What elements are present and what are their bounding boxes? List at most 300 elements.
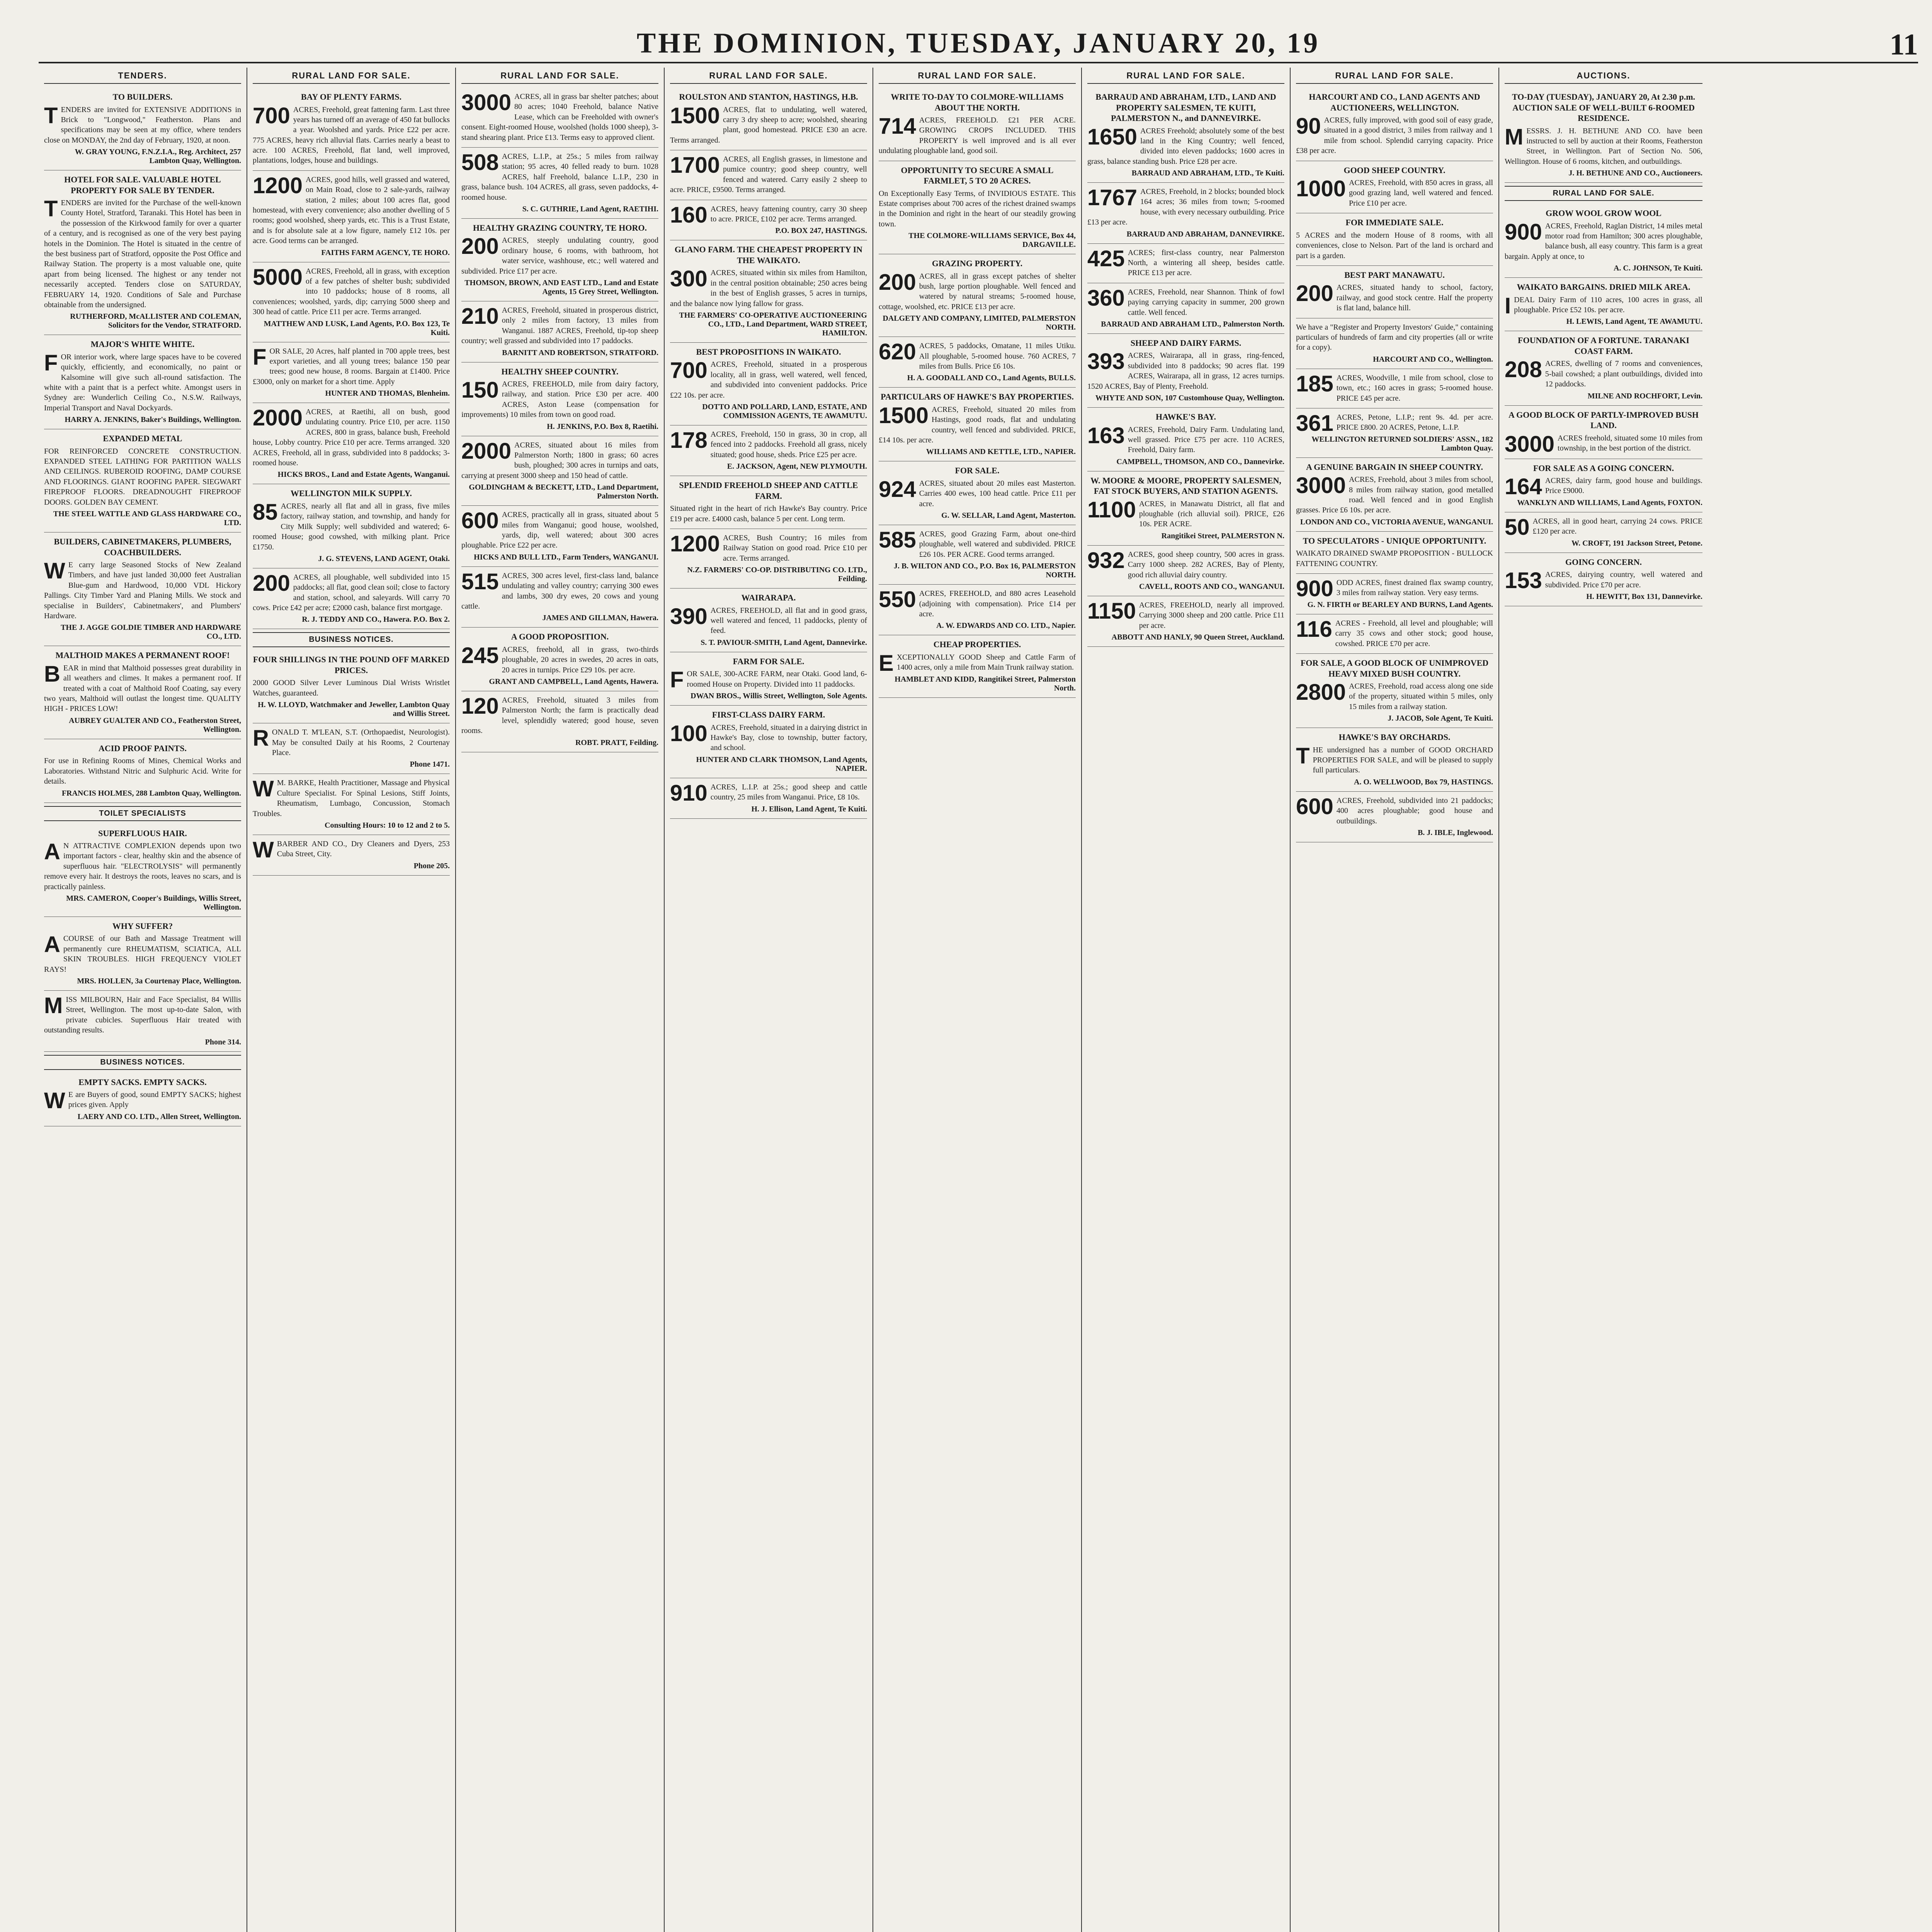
classified-ad xyxy=(1505,553,1702,606)
ad-body xyxy=(1087,248,1284,278)
classified-ad xyxy=(461,567,658,628)
ad-signature: THE FARMERS' CO-OPERATIVE AUCTIONEERING CO., LTD., Land Department, WARD STREET, HAMILTON. xyxy=(679,311,867,337)
classified-ad xyxy=(879,461,1076,525)
ad-body xyxy=(1087,187,1284,228)
page-column xyxy=(456,68,665,1932)
ad-signature: GOLDINGHAM & BECKETT, LTD., Land Department, Palmerston North. xyxy=(469,483,658,501)
ad-signature: HARRY A. JENKINS, Baker's Buildings, Wellington. xyxy=(65,415,241,424)
ad-lead-figure: 164 xyxy=(1505,474,1542,500)
ad-text: ACRES, all English grasses, in limestone and pumice country; good sheep country, well fenced and watered. Carry easily 2 sheep to acre. PRICE, £9500. Terms arranged. xyxy=(670,155,867,194)
ad-body xyxy=(670,429,867,460)
ad-title: BEST PROPOSITIONS IN WAIKATO. xyxy=(696,347,841,357)
ad-text: OR interior work, where large spaces have to be covered quickly, efficiently, and economically, no paint or Kalsomine will give such all-round satisfaction. The white with a paint that is a perfect white. Amongst users in Sydney are: Wunderlich Ceiling Co., N.S.W. Railways, Imperial Transport and Naval Dockyards. xyxy=(44,352,241,412)
ad-text: ACRES, 300 acres level, first-class land, balance undulating and valley country; carrying 300 ewes and lambs, 300 dry ewes, 20 cows and young cattle. xyxy=(461,571,658,611)
ad-text: For use in Refining Rooms of Mines, Chemical Works and Laboratories. Withstand Nitric and Sulphuric Acid. Write for details. xyxy=(44,757,241,786)
classified-ad xyxy=(670,588,867,652)
ad-lead-figure: 153 xyxy=(1505,568,1542,594)
classified-ad xyxy=(879,525,1076,585)
classified-ad xyxy=(253,342,450,403)
ad-text: ACRES, dairying country, well watered and subdivided. Price £70 per acre. xyxy=(1545,570,1702,589)
ad-text: ACRES, Woodville, 1 mile from school, close to town, etc.; 160 acres in grass; 5-roomed house. PRICE £45 per acre. xyxy=(1336,373,1493,403)
ad-text: ACRES, practically all in grass, situated about 5 miles from Wanganui; good house, woolshed, yards, dip, well watered; about 300 acres ploughable. Price £22 per acre. xyxy=(461,510,658,550)
ad-signature: JAMES AND GILLMAN, Hawera. xyxy=(542,614,658,622)
ad-title: HOTEL FOR SALE. VALUABLE HOTEL PROPERTY FOR SALE BY TENDER. xyxy=(64,175,221,195)
ad-lead-figure: F xyxy=(44,350,58,376)
classified-ad xyxy=(461,628,658,691)
classified-ad xyxy=(44,88,241,170)
ad-text: ACRES, Wairarapa, all in grass, ring-fenced, subdivided into 8 paddocks; 90 acres flat. 199 ACRES, Wairarapa, all in grass, 12 acres turnips. 1520 ACRES, Bay of Plenty, Freehold. xyxy=(1087,351,1284,391)
ad-title: BARRAUD AND ABRAHAM, LTD., LAND AND PROPERTY SALESMEN, TE KUITI, PALMERSTON N., and DANNEVIRKE. xyxy=(1095,92,1276,123)
classified-ad xyxy=(879,585,1076,635)
ad-signature: H. J. Ellison, Land Agent, Te Kuiti. xyxy=(751,804,867,813)
section-subheading: RURAL LAND FOR SALE. xyxy=(1505,186,1702,201)
ad-lead-figure: 178 xyxy=(670,428,707,453)
ad-text: ACRES, Freehold, situated in a dairying district in Hawke's Bay, close to township, butter factory, and school. xyxy=(710,723,867,752)
ad-body xyxy=(670,268,867,309)
ad-lead-figure: 3000 xyxy=(1505,431,1555,457)
ad-lead-figure: 390 xyxy=(670,604,707,629)
ad-lead-figure: 1100 xyxy=(1087,497,1136,522)
ad-title: FOR SALE AS A GOING CONCERN. xyxy=(1533,463,1674,473)
ad-signature: WANKLYN AND WILLIAMS, Land Agents, FOXTON. xyxy=(1517,498,1702,507)
ad-signature: H. HEWITT, Box 131, Dannevirke. xyxy=(1586,592,1702,601)
ad-body xyxy=(253,572,450,613)
ad-body xyxy=(253,678,450,698)
classified-ad xyxy=(670,240,867,343)
ad-text: 5 ACRES and the modern House of 8 rooms, with all conveniences, close to Nelson. Part of the land is orchard and part is a garden. xyxy=(1296,231,1493,260)
ad-signature: HARCOURT AND CO., Wellington. xyxy=(1373,355,1493,364)
ad-signature: ROBT. PRATT, Feilding. xyxy=(575,738,658,747)
ad-signature: FRANCIS HOLMES, 288 Lambton Quay, Wellington. xyxy=(61,789,241,798)
ad-text: N ATTRACTIVE COMPLEXION depends upon two important factors - clear, healthy skin and the absence of superfluous hair. "ELECTROLYSIS" will permanently remove every hair. It destroys the roots, leaves no scars, and is practically painless. xyxy=(44,842,241,891)
ad-signature: HUNTER AND THOMAS, Blenheim. xyxy=(325,389,450,398)
classified-ad xyxy=(44,646,241,739)
classified-ad xyxy=(1087,596,1284,647)
classified-ad xyxy=(879,254,1076,337)
ad-lead-figure: 210 xyxy=(461,303,499,329)
ad-body xyxy=(253,105,450,166)
ad-lead-figure: W xyxy=(253,837,274,862)
ad-lead-figure: 910 xyxy=(670,780,707,806)
ad-text: E carry large Seasoned Stocks of New Zealand Timbers, and have just landed 30,000 feet Australian Blue-gum and Hardwood, 10,000 VDL Hickory Pallings. City Timber Yard and Planing Mills. We stock and specialise in Builders', Cabinetmakers', and Plumbers' Hardware. xyxy=(44,561,241,620)
masthead-title: THE DOMINION, TUESDAY, JANUARY 20, 19 xyxy=(636,27,1320,59)
ad-lead-figure: F xyxy=(253,344,267,370)
ad-body xyxy=(461,645,658,675)
ad-signature: AUBREY GUALTER AND CO., Featherston Street, Wellington. xyxy=(69,716,241,734)
ad-lead-figure: 200 xyxy=(1296,281,1333,306)
ad-title: ROULSTON AND STANTON, HASTINGS, H.B. xyxy=(679,92,858,102)
classified-ad xyxy=(253,774,450,835)
ad-title: FARM FOR SALE. xyxy=(733,656,804,666)
ad-text: ACRES, dairy farm, good house and buildings. Price £9000. xyxy=(1545,476,1702,495)
ad-title: TO SPECULATORS - UNIQUE OPPORTUNITY. xyxy=(1303,536,1486,546)
ad-signature: H. JENKINS, P.O. Box 8, Raetihi. xyxy=(547,422,658,431)
ad-body xyxy=(670,105,867,146)
ad-lead-figure: 924 xyxy=(879,476,916,502)
ad-title: WRITE TO-DAY TO COLMORE-WILLIAMS ABOUT THE NORTH. xyxy=(891,92,1064,112)
ad-body xyxy=(44,1088,241,1114)
ad-text: ACRES, 5 paddocks, Omatane, 11 miles Utiku. All ploughable, 5-roomed house. 760 ACRES, 7 miles from Bulls. Price £6 10s. xyxy=(919,342,1076,371)
ad-body xyxy=(44,663,241,714)
ad-signature: J. JACOB, Sole Agent, Te Kuiti. xyxy=(1388,714,1493,723)
ad-signature: Phone 314. xyxy=(205,1037,241,1046)
ad-body xyxy=(1087,549,1284,580)
ad-lead-figure: 393 xyxy=(1087,349,1125,374)
ad-title: FOR IMMEDIATE SALE. xyxy=(1345,218,1444,228)
ad-text: ACRES, Freehold, with 850 acres in grass, all good grazing land, well watered and fenced. Price £10 per acre. xyxy=(1349,179,1493,207)
ad-signature: WHYTE AND SON, 107 Customhouse Quay, Wellington. xyxy=(1095,394,1284,403)
ad-text: ACRES, good Grazing Farm, about one-third ploughable, well watered and subdivided. PRICE £26 10s. PER ACRE. Good terms arranged. xyxy=(919,530,1076,559)
ad-lead-figure: 300 xyxy=(670,266,707,292)
ad-signature: S. T. PAVIOUR-SMITH, Land Agent, Dannevirke. xyxy=(701,638,867,647)
ad-text: ACRES, freehold, all in grass, two-thirds ploughable, 20 acres in swedes, 20 acres in oats, 20 acres in turnips. Price £29 10s. per acre. xyxy=(502,645,658,674)
ad-body xyxy=(44,446,241,507)
column-heading: RURAL LAND FOR SALE. xyxy=(879,68,1076,84)
ad-lead-figure: 200 xyxy=(879,269,916,295)
ad-signature: HUNTER AND CLARK THOMSON, Land Agents, NAPIER. xyxy=(696,755,867,773)
ad-signature: MRS. CAMERON, Cooper's Buildings, Willis Street, Wellington. xyxy=(66,894,241,912)
ad-lead-figure: 1700 xyxy=(670,153,720,178)
ad-signature: MRS. HOLLEN, 3a Courtenay Place, Wellington. xyxy=(77,977,241,986)
ad-signature: BARRAUD AND ABRAHAM LTD., Palmerston North. xyxy=(1101,320,1284,328)
ad-lead-figure: 1200 xyxy=(670,531,720,556)
classified-ad xyxy=(1296,408,1493,458)
ad-body xyxy=(879,529,1076,560)
ad-body xyxy=(879,115,1076,156)
classified-ad xyxy=(1087,244,1284,283)
ad-title: ACID PROOF PAINTS. xyxy=(99,743,187,753)
classified-ad xyxy=(44,532,241,646)
ad-text: 2000 GOOD Silver Lever Luminous Dial Wrists Wristlet Watches, guaranteed. xyxy=(253,679,450,697)
ad-lead-figure: T xyxy=(1296,743,1310,769)
ad-title: HEALTHY SHEEP COUNTRY. xyxy=(501,366,619,376)
ad-title: FOR SALE, A GOOD BLOCK OF UNIMPROVED HEAVY MIXED BUSH COUNTRY. xyxy=(1300,658,1489,679)
ad-lead-figure: 1500 xyxy=(670,103,720,128)
ad-body xyxy=(1296,576,1493,602)
ad-signature: B. J. IBLE, Inglewood. xyxy=(1417,828,1493,837)
classified-ad xyxy=(253,484,450,568)
ad-title: HEALTHY GRAZING COUNTRY, TE HORO. xyxy=(473,223,647,233)
ad-body xyxy=(1087,350,1284,391)
ad-lead-figure: 550 xyxy=(879,587,916,612)
ad-title: WELLINGTON MILK SUPPLY. xyxy=(291,488,412,498)
masthead xyxy=(39,27,1918,63)
ad-body xyxy=(44,105,241,146)
ad-body xyxy=(1296,681,1493,712)
ad-body xyxy=(461,235,658,276)
ad-lead-figure: E xyxy=(879,650,894,676)
ad-text: ACRES, Bush Country; 16 miles from Railway Station on good road. Price £10 per acre. Terms arranged. xyxy=(723,533,867,563)
ad-title: BAY OF PLENTY FARMS. xyxy=(301,92,402,102)
classified-ad xyxy=(1296,532,1493,574)
ad-body xyxy=(879,588,1076,619)
ad-body xyxy=(879,341,1076,371)
ad-lead-figure: 150 xyxy=(461,378,499,403)
ad-body xyxy=(44,560,241,621)
ad-signature: MATTHEW AND LUSK, Land Agents, P.O. Box 123, Te Kuiti. xyxy=(264,319,450,337)
ad-body xyxy=(670,503,867,524)
ad-lead-figure: R xyxy=(253,726,269,751)
ad-body xyxy=(1505,568,1702,594)
ad-text: ACRES, Freehold, all in grass, with exception of a few patches of shelter bush; subdivided into 10 paddocks; house of 8 rooms, all conveniences; woolshed, yards, dip; carrying 5000 sheep and 300 head of cattle. Price £11 per acre. Terms arranged. xyxy=(253,267,450,316)
classified-ad xyxy=(461,506,658,567)
ad-body xyxy=(1296,322,1493,353)
ad-lead-figure: 2000 xyxy=(253,405,303,431)
ad-lead-figure: 245 xyxy=(461,643,499,668)
ad-body xyxy=(1505,126,1702,167)
ad-body xyxy=(1505,293,1702,318)
ad-lead-figure: 50 xyxy=(1505,514,1530,540)
ad-text: ACRES, Freehold, in 2 blocks; bounded block 164 acres; 36 miles from town; 5-roomed house, with every necessary outbuilding. Price £13 per acre. xyxy=(1087,187,1284,227)
ad-lead-figure: 100 xyxy=(670,721,707,746)
classified-ad xyxy=(670,200,867,241)
ad-text: ACRES, nearly all flat and all in grass, five miles factory, railway station, and township, and handy for City Milk Supply; well subdivided and watered; 6-roomed House; good cowshed, with milking plant. Price £1750. xyxy=(253,502,450,551)
ad-text: ACRES, Freehold, Raglan District, 14 miles metal motor road from Hamilton; 300 acres ploughable, balance bush, all easy country. This farm is a great bargain. Apply at once, to xyxy=(1505,221,1702,261)
ad-lead-figure: 85 xyxy=(253,499,278,525)
ad-signature: WELLINGTON RETURNED SOLDIERS' ASSN., 182 Lambton Quay. xyxy=(1311,435,1493,452)
ad-lead-figure: 160 xyxy=(670,202,707,228)
classified-ad xyxy=(879,388,1076,461)
ad-signature: G. W. SELLAR, Land Agent, Masterton. xyxy=(941,511,1076,520)
ad-lead-figure: 361 xyxy=(1296,410,1333,436)
ad-title: W. MOORE & MOORE, PROPERTY SALESMEN, FAT STOCK BUYERS, AND STATION AGENTS. xyxy=(1090,475,1281,496)
column-heading: AUCTIONS. xyxy=(1505,68,1702,84)
ad-text: ACRES Freehold; absolutely some of the best land in the King Country; well fenced, divided into eleven paddocks; 1600 acres in grass, balance standing bush. Price £28 per acre. xyxy=(1087,126,1284,166)
ad-body xyxy=(44,756,241,786)
classified-ad xyxy=(1087,283,1284,334)
ad-text: ACRES, in Manawatu District, all flat and ploughable (rich alluvial soil). PRICE, £26 10s. PER ACRE. xyxy=(1139,499,1284,529)
column-heading: RURAL LAND FOR SALE. xyxy=(1296,68,1493,84)
classified-ad xyxy=(461,362,658,436)
ad-lead-figure: 185 xyxy=(1296,371,1333,396)
ad-text: ESSRS. J. H. BETHUNE AND CO. have been instructed to sell by auction at their Rooms, Featherston Street, in Wellington. Part of Section No. 506, Wellington. House of 6 rooms, kitchen, and outbuildings. xyxy=(1505,126,1702,166)
ad-body xyxy=(461,379,658,420)
ad-body xyxy=(1296,474,1493,515)
ad-body xyxy=(1087,499,1284,529)
classified-ad xyxy=(44,335,241,429)
ad-body xyxy=(1087,425,1284,455)
ad-signature: HAMBLET AND KIDD, Rangitikei Street, Palmerston North. xyxy=(895,675,1076,692)
ad-lead-figure: 1500 xyxy=(879,403,929,428)
ad-body xyxy=(253,266,450,317)
ad-text: ACRES, all in grass except patches of shelter bush, large portion ploughable. Well fenced and watered by natural streams; 5-roomed house, cottage, woolshed, etc. PRICE £13 per acre. xyxy=(879,272,1076,311)
classified-ad xyxy=(461,691,658,752)
classified-ad xyxy=(1505,459,1702,512)
ad-body xyxy=(1296,230,1493,261)
ad-title: EXPANDED METAL xyxy=(103,434,182,444)
ad-lead-figure: A xyxy=(44,932,60,957)
classified-ad xyxy=(461,301,658,362)
ad-text: ENDERS are invited for EXTENSIVE ADDITIONS in Brick to "Longwood," Featherston. Plans and specifications may be seen at my office, where tenders close on MONDAY, the 2nd day of February, 1920, at noon. xyxy=(44,105,241,145)
ad-body xyxy=(670,667,867,693)
ad-title: FIRST-CLASS DAIRY FARM. xyxy=(712,710,825,720)
classified-ad xyxy=(1087,546,1284,596)
ad-lead-figure: 1000 xyxy=(1296,176,1346,202)
ad-body xyxy=(44,995,241,1036)
classified-ad xyxy=(1505,331,1702,405)
ad-signature: A. W. EDWARDS AND CO. LTD., Napier. xyxy=(936,621,1076,630)
ad-text: ISS MILBOURN, Hair and Face Specialist, 84 Willis Street, Wellington. The most up-to-date Salon, with private cubicles. Superfluous Hair treated with outstanding results. xyxy=(44,995,241,1035)
ad-signature: Phone 1471. xyxy=(410,760,450,769)
ad-lead-figure: 3000 xyxy=(1296,473,1346,498)
ad-body xyxy=(1505,221,1702,262)
ad-body xyxy=(1087,287,1284,318)
classified-ad xyxy=(1296,318,1493,369)
ad-signature: LONDON AND CO., VICTORIA AVENUE, WANGANUI. xyxy=(1300,517,1493,526)
ad-title: GROW WOOL GROW WOOL xyxy=(1546,208,1662,218)
ad-body xyxy=(1296,548,1493,569)
ad-signature: BARNITT AND ROBERTSON, STRATFORD. xyxy=(502,348,658,357)
ad-text: Situated right in the heart of rich Hawke's Bay country. Price £19 per acre. £4000 cash, balance 5 per cent. Long term. xyxy=(670,504,867,523)
ad-lead-figure: 163 xyxy=(1087,423,1125,448)
classified-ad xyxy=(1505,512,1702,553)
ad-text: WAIKATO DRAINED SWAMP PROPOSITION - BULLOCK FATTENING COUNTRY. xyxy=(1296,549,1493,568)
ad-title: HAWKE'S BAY. xyxy=(1155,412,1216,422)
ad-text: ACRES, Freehold, situated in prosperous district, only 2 miles from factory, 13 miles from Wanganui. 1887 ACRES, Freehold, tip-top sheep country; well grassed and subdivided into 17 paddocks. xyxy=(461,306,658,345)
ad-lead-figure: 425 xyxy=(1087,246,1125,271)
ad-lead-figure: M xyxy=(44,993,63,1019)
page-number: 11 xyxy=(1889,27,1918,61)
ad-signature: THE STEEL WATTLE AND GLASS HARDWARE CO., LTD. xyxy=(53,510,241,527)
ad-lead-figure: F xyxy=(670,667,684,693)
ad-lead-figure: 700 xyxy=(670,358,707,383)
ad-text: BARBER AND CO., Dry Cleaners and Dyers, 253 Cuba Street, City. xyxy=(277,839,450,859)
section-subheading: BUSINESS NOTICES. xyxy=(44,1055,241,1070)
classified-ad xyxy=(1087,334,1284,408)
page-column xyxy=(1082,68,1291,1932)
ad-signature: G. N. FIRTH or BEARLEY AND BURNS, Land Agents. xyxy=(1307,600,1493,609)
ad-body xyxy=(670,780,867,806)
classified-ad xyxy=(1505,204,1702,278)
ad-lead-figure: 1650 xyxy=(1087,124,1138,150)
ad-lead-figure: 932 xyxy=(1087,548,1125,573)
ad-text: ODD ACRES, finest drained flax swamp country, 3 miles from railway station. Very easy terms. xyxy=(1336,578,1493,597)
classified-ad xyxy=(1505,88,1702,183)
ad-signature: THOMSON, BROWN, AND EAST LTD., Land and Estate Agents, 15 Grey Street, Wellington. xyxy=(464,278,658,296)
classified-ad xyxy=(670,652,867,706)
ad-body xyxy=(44,352,241,413)
ad-body xyxy=(253,837,450,862)
ad-title: SUPERFLUOUS HAIR. xyxy=(98,828,187,838)
ad-text: ACRES, Freehold, situated 20 miles from Hastings, good roads, flat and undulating country, well fenced and subdivided. PRICE, £14 10s. per acre. xyxy=(879,405,1076,445)
ad-title: FOR SALE. xyxy=(955,466,1000,476)
ad-body xyxy=(1296,178,1493,208)
page-column xyxy=(873,68,1082,1932)
ad-signature: THE COLMORE-WILLIAMS SERVICE, Box 44, DARGAVILLE. xyxy=(908,231,1076,249)
ad-text: ACRES, FREEHOLD, nearly all improved. Carrying 3000 sheep and 200 cattle. Price £11 per acre. xyxy=(1139,601,1284,630)
classified-ad xyxy=(670,778,867,819)
ad-title: OPPORTUNITY TO SECURE A SMALL FARMLET, 5 TO 20 ACRES. xyxy=(901,165,1054,186)
ad-lead-figure: 714 xyxy=(879,114,916,139)
classified-ad xyxy=(44,917,241,991)
ad-lead-figure: 90 xyxy=(1296,114,1321,139)
ad-lead-figure: 360 xyxy=(1087,285,1125,311)
column-heading: RURAL LAND FOR SALE. xyxy=(1087,68,1284,84)
ad-text: ACRES, good hills, well grassed and watered, on Main Road, close to 2 sale-yards, railway station, 2 miles; about 100 acres flat, good homestead, with every convenience; also another dwelling of 5 rooms; good woolshed, sheep yards, etc. This is a Trust Estate, and is for absolute sale at a low figure, namely £12 10s. per acre. Good terms can be arranged. xyxy=(253,175,450,245)
ad-body xyxy=(879,650,1076,676)
ad-body xyxy=(879,478,1076,509)
ad-signature: H. A. GOODALL AND CO., Land Agents, BULLS. xyxy=(907,374,1076,383)
ad-signature: WILLIAMS AND KETTLE, LTD., NAPIER. xyxy=(926,447,1076,456)
ad-title: HARCOURT AND CO., LAND AGENTS AND AUCTIONEERS, WELLINGTON. xyxy=(1309,92,1480,112)
ad-body xyxy=(44,841,241,892)
classified-ad xyxy=(1296,213,1493,266)
classified-ad xyxy=(461,219,658,301)
ad-signature: S. C. GUTHRIE, Land Agent, RAETIHI. xyxy=(522,204,658,213)
classified-ad xyxy=(461,148,658,219)
ad-signature: DOTTO AND POLLARD, LAND, ESTATE, AND COMMISSION AGENTS, TE AWAMUTU. xyxy=(702,403,867,420)
ad-text: OR SALE, 20 Acres, half planted in 700 apple trees, best export varieties, and all young trees; balance 150 pear trees; good new house, 8 rooms. Bargain at £1400. Price £3000, only on market for a short time. Apply xyxy=(253,347,450,386)
ad-text: HE undersigned has a number of GOOD ORCHARD PROPERTIES FOR SALE, and will be pleased to supply full particulars. xyxy=(1313,745,1493,775)
ad-text: ACRES, Freehold, near Shannon. Think of fowl paying carrying capacity in summer, 200 grown cattle. Well fenced. xyxy=(1128,287,1284,317)
ad-text: ACRES, Freehold, road access along one side of the property, situated within 5 miles, only 15 miles from a railway station. xyxy=(1349,682,1493,711)
ad-title: PARTICULARS OF HAWKE'S BAY PROPERTIES. xyxy=(881,392,1074,402)
ad-signature: J. B. WILTON AND CO., P.O. Box 16, PALMERSTON NORTH. xyxy=(893,562,1076,580)
ad-body xyxy=(461,571,658,612)
ad-text: ACRES, Freehold, situated in a prosperous locality, all in grass, well watered, well fenced, and subdivided into convenient paddocks. Price £22 10s. per acre. xyxy=(670,360,867,400)
ad-signature: HICKS BROS., Land and Estate Agents, Wanganui. xyxy=(277,470,450,479)
ad-signature: GRANT AND CAMPBELL, Land Agents, Hawera. xyxy=(489,677,658,686)
ad-signature: RUTHERFORD, McALLISTER AND COLEMAN, Solicitors for the Vendor, STRATFORD. xyxy=(70,312,241,330)
classified-ad xyxy=(670,425,867,476)
ad-body xyxy=(461,305,658,346)
ad-text: ACRES, FREEHOLD, and 880 acres Leasehold (adjoining with compensation). Price £14 per acre. xyxy=(919,589,1076,619)
ad-lead-figure: 600 xyxy=(461,508,499,534)
ad-body xyxy=(1505,359,1702,389)
ad-title: HAWKE'S BAY ORCHARDS. xyxy=(1338,732,1451,742)
ad-lead-figure: 600 xyxy=(1296,794,1333,819)
ad-body xyxy=(461,695,658,736)
ad-lead-figure: 1767 xyxy=(1087,185,1138,211)
ad-lead-figure: 2000 xyxy=(461,438,512,464)
ad-lead-figure: 900 xyxy=(1505,219,1542,245)
ad-title: WAIRARAPA. xyxy=(741,593,796,603)
classified-ad xyxy=(1087,88,1284,183)
ad-signature: CAVELL, ROOTS AND CO., WANGANUI. xyxy=(1139,582,1284,591)
ad-body xyxy=(1087,600,1284,631)
ad-body xyxy=(670,723,867,753)
ad-lead-figure: 700 xyxy=(253,103,290,128)
ad-lead-figure: A xyxy=(44,839,60,865)
ad-text: ACRES, L.I.P. at 25s.; good sheep and cattle country, 25 miles from Wanganui. Price, £8 10s. xyxy=(710,782,867,802)
column-heading: RURAL LAND FOR SALE. xyxy=(461,68,658,84)
classified-ad xyxy=(879,337,1076,388)
ad-lead-figure: 585 xyxy=(879,527,916,553)
ad-lead-figure: 5000 xyxy=(253,264,303,290)
classified-ad xyxy=(461,436,658,506)
ad-text: ACRES, Freehold, great fattening farm. Last three years has turned off an average of 450 fat bullocks a year. Woolshed and yards. Price £22 per acre. 775 ACRES, heavy rich alluvial flats. Carries nearly a beast to acre. 100 ACRES, Freehold, flat land, well improved, plantations, lodges, house and buildings. xyxy=(253,105,450,165)
ad-text: ACRES, FREEHOLD. £21 PER ACRE. GROWING CROPS INCLUDED. THIS PROPERTY is well improved and is all ever undulating ploughable land, good soil. xyxy=(879,116,1076,155)
ad-body xyxy=(253,501,450,552)
classified-ad xyxy=(1296,369,1493,408)
ad-text: ACRES, situated handy to school, factory, railway, and good stock centre. Half the property is flat land, balance hill. xyxy=(1336,283,1493,313)
ad-signature: N.Z. FARMERS' CO-OP. DISTRIBUTING CO. LTD., Feilding. xyxy=(687,566,867,583)
ad-body xyxy=(1296,282,1493,313)
classified-ad xyxy=(44,739,241,803)
classified-ad xyxy=(670,343,867,425)
columns-container xyxy=(39,68,1918,1932)
ad-lead-figure: 200 xyxy=(461,234,499,259)
ad-body xyxy=(1505,474,1702,500)
page-column xyxy=(247,68,456,1932)
classified-ad xyxy=(44,991,241,1052)
ad-title: A GENUINE BARGAIN IN SHEEP COUNTRY. xyxy=(1306,462,1483,472)
ad-text: ACRES, situated within six miles from Hamilton, in the central position obtainable; 250 acres being in the best of English grasses, 5 acres in turnips, and the balance now lying fallow for grass. xyxy=(670,269,867,308)
ad-body xyxy=(253,778,450,819)
section-subheading: BUSINESS NOTICES. xyxy=(253,632,450,647)
classified-ad xyxy=(44,170,241,335)
ad-title: WHY SUFFER? xyxy=(112,921,173,931)
